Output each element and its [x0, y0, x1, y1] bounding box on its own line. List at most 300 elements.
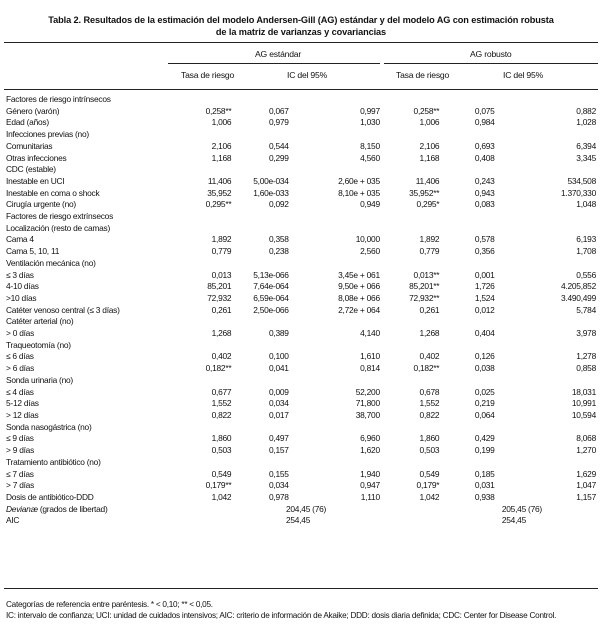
- row-label: Comunitarias: [6, 140, 53, 151]
- cell-value: [380, 223, 439, 235]
- cell-value: 3,978: [576, 328, 596, 339]
- cell-value: 0,185: [474, 468, 495, 479]
- cell-value: 0,013**: [413, 269, 440, 280]
- table-row: [6, 363, 596, 375]
- cell-value: [174, 258, 231, 270]
- cell-value: [174, 129, 231, 141]
- cell-value: [289, 223, 380, 235]
- header-rule: [4, 89, 598, 90]
- cell-value: 0,947: [360, 480, 380, 491]
- cell-value: 38,700: [355, 409, 380, 420]
- cell-value: 4,560: [360, 152, 380, 163]
- table-row: [6, 433, 596, 445]
- cell-value: 1,524: [474, 292, 495, 303]
- cell-value: 1,620: [360, 445, 380, 456]
- deviance-estandar: 204,45 (76): [285, 503, 327, 514]
- cell-value: 0,013: [211, 269, 232, 280]
- cell-value: [289, 340, 380, 352]
- row-label: >10 días: [6, 292, 37, 303]
- table-row: [6, 445, 596, 457]
- table-row: [6, 340, 596, 352]
- cell-value: [439, 258, 494, 270]
- cell-value: 6,59e-064: [253, 292, 289, 303]
- cell-value: 0,779: [419, 246, 440, 257]
- cell-value: 0,243: [474, 175, 495, 186]
- table-row: [6, 211, 596, 223]
- table-row: [6, 457, 596, 469]
- cell-value: 0,429: [474, 433, 495, 444]
- cell-value: 0,549: [211, 468, 232, 479]
- cell-value: 1,006: [419, 117, 440, 128]
- cell-value: 0,295*: [416, 199, 440, 210]
- row-label: Traqueotomía (no): [6, 339, 71, 350]
- cell-value: [380, 129, 439, 141]
- table-row: [6, 223, 596, 235]
- cell-value: 1,708: [576, 246, 596, 257]
- cell-value: [495, 164, 596, 176]
- table-row: [6, 293, 596, 305]
- cell-value: 11,406: [207, 175, 232, 186]
- row-label: > 0 días: [6, 328, 35, 339]
- cell-value: 0,997: [360, 105, 380, 116]
- cell-value: 0,031: [474, 480, 495, 491]
- cell-value: 0,503: [211, 445, 232, 456]
- cell-value: 1,726: [474, 281, 495, 292]
- cell-value: [231, 340, 288, 352]
- header-ic-estandar: IC del 95%: [287, 70, 328, 80]
- cell-value: [231, 129, 288, 141]
- row-label: > 9 días: [6, 445, 35, 456]
- cell-value: 0,556: [576, 269, 596, 280]
- cell-value: 2,60e + 035: [338, 175, 380, 186]
- cell-value: 1,860: [211, 433, 232, 444]
- cell-value: 0,075: [474, 105, 495, 116]
- cell-value: 0,009: [268, 386, 289, 397]
- cell-value: 1,860: [419, 433, 440, 444]
- cell-value: 0,984: [474, 117, 495, 128]
- cell-value: 1,60e-033: [253, 187, 289, 198]
- cell-value: [174, 211, 231, 223]
- cell-value: 0,578: [474, 234, 495, 245]
- cell-value: [495, 422, 596, 434]
- table-row: [6, 422, 596, 434]
- cell-value: [380, 375, 439, 387]
- cell-value: 0,025: [474, 386, 495, 397]
- table-row: [6, 246, 596, 258]
- bottom-rule: [4, 588, 598, 589]
- cell-value: 52,200: [355, 386, 380, 397]
- cell-value: 0,100: [268, 351, 289, 362]
- cell-value: 0,219: [474, 398, 495, 409]
- table-row: [6, 117, 596, 129]
- row-label: Catéter venoso central (≤ 3 días): [6, 304, 120, 315]
- cell-value: 85,201: [207, 281, 232, 292]
- cell-value: [439, 340, 494, 352]
- cell-value: 534,508: [567, 175, 596, 186]
- cell-value: 0,779: [211, 246, 232, 257]
- header-tasa-robusto: Tasa de riesgo: [396, 70, 450, 80]
- cell-value: 0,258**: [205, 105, 232, 116]
- cell-value: 0,038: [474, 363, 495, 374]
- row-label: Otras infecciones: [6, 152, 67, 163]
- cell-value: 1,940: [360, 468, 380, 479]
- row-label: > 6 días: [6, 363, 35, 374]
- title-line-2: de la matriz de varianzas y covariancias: [215, 27, 387, 37]
- cell-value: 0,402: [211, 351, 232, 362]
- cell-value: [439, 457, 494, 469]
- cell-value: 0,001: [474, 269, 495, 280]
- header-tasa-estandar: Tasa de riesgo: [181, 70, 235, 80]
- row-label: ≤ 3 días: [6, 269, 34, 280]
- cell-value: [495, 94, 596, 106]
- aic-row: [6, 515, 596, 527]
- cell-value: [439, 375, 494, 387]
- cell-value: [439, 316, 494, 328]
- header-ag-robusto: AG robusto: [470, 49, 512, 59]
- table-row: [6, 94, 596, 106]
- cell-value: 0,299: [268, 152, 289, 163]
- cell-value: 0,503: [419, 445, 440, 456]
- cell-value: [289, 164, 380, 176]
- row-label: Género (varón): [6, 105, 60, 116]
- cell-value: [495, 316, 596, 328]
- cell-value: 0,182**: [413, 363, 440, 374]
- table-row: [6, 270, 596, 282]
- cell-value: 0,261: [419, 304, 440, 315]
- cell-value: 7,64e-064: [253, 281, 289, 292]
- cell-value: [174, 164, 231, 176]
- group-rule-robusto: [384, 63, 598, 64]
- cell-value: 1,278: [576, 351, 596, 362]
- cell-value: 0,404: [474, 328, 495, 339]
- cell-value: 0,822: [211, 409, 232, 420]
- cell-value: [380, 211, 439, 223]
- cell-value: 0,083: [474, 199, 495, 210]
- cell-value: 0,356: [474, 246, 495, 257]
- notes-line-1: Categorías de referencia entre paréntesis. * < 0,10; ** < 0,05.: [6, 600, 213, 609]
- cell-value: [495, 457, 596, 469]
- row-label: Tratamiento antibiótico (no): [6, 456, 101, 467]
- table-row: [6, 375, 596, 387]
- cell-value: [439, 129, 494, 141]
- cell-value: 2,50e-066: [253, 304, 289, 315]
- row-label: Cama 5, 10, 11: [6, 246, 60, 257]
- row-label: Sonda nasogástrica (no): [6, 421, 92, 432]
- table-title: [0, 14, 602, 38]
- cell-value: 0,179**: [205, 480, 232, 491]
- cell-value: [174, 457, 231, 469]
- table-row: [6, 258, 596, 270]
- table-row: [6, 199, 596, 211]
- cell-value: 0,814: [360, 363, 380, 374]
- cell-value: 4,140: [360, 328, 380, 339]
- table-row: [6, 351, 596, 363]
- cell-value: 1,168: [211, 152, 232, 163]
- deviance-robusto: 205,45 (76): [501, 503, 542, 514]
- cell-value: [495, 340, 596, 352]
- cell-value: 0,949: [360, 199, 380, 210]
- cell-value: 2,106: [419, 140, 440, 151]
- row-label: ≤ 4 días: [6, 386, 34, 397]
- cell-value: 0,064: [474, 409, 495, 420]
- cell-value: 0,822: [419, 409, 440, 420]
- cell-value: [289, 375, 380, 387]
- cell-value: 3,345: [576, 152, 596, 163]
- cell-value: [174, 375, 231, 387]
- cell-value: [289, 316, 380, 328]
- cell-value: 0,157: [268, 445, 289, 456]
- table-row: [6, 188, 596, 200]
- cell-value: 0,182**: [205, 363, 232, 374]
- table-row: [6, 387, 596, 399]
- table-row: [6, 141, 596, 153]
- cell-value: 1,629: [576, 468, 596, 479]
- cell-value: [231, 164, 288, 176]
- cell-value: [380, 457, 439, 469]
- cell-value: [439, 422, 494, 434]
- cell-value: 0,012: [474, 304, 495, 315]
- cell-value: [495, 223, 596, 235]
- cell-value: [289, 422, 380, 434]
- row-label: Cirugía urgente (no): [6, 199, 76, 210]
- row-label: Inestable en coma o shock: [6, 187, 100, 198]
- row-label: ≤ 9 días: [6, 433, 34, 444]
- cell-value: 10,991: [571, 398, 596, 409]
- cell-value: 1,006: [211, 117, 232, 128]
- cell-value: 0,943: [474, 187, 495, 198]
- cell-value: 1,892: [419, 234, 440, 245]
- cell-value: 35,952**: [409, 187, 440, 198]
- cell-value: 0,017: [268, 409, 289, 420]
- deviance-label: Devianæ (grados de libertad): [6, 503, 108, 514]
- notes-line-2: IC: intervalo de confianza; UCI: unidad de cuidados intensivos; AIC: criterio de información de Akaike; DDD: dosis diaria definida; CDC: Center for Disease Control.: [6, 611, 557, 620]
- row-label: Factores de riesgo intrínsecos: [6, 94, 111, 104]
- cell-value: 0,693: [474, 140, 495, 151]
- cell-value: 10,594: [571, 409, 596, 420]
- cell-value: 1,268: [419, 328, 440, 339]
- cell-value: 0,041: [268, 363, 289, 374]
- cell-value: 72,932**: [409, 292, 440, 303]
- table-notes: [6, 599, 556, 621]
- cell-value: [174, 340, 231, 352]
- cell-value: 0,938: [474, 491, 495, 502]
- cell-value: 0,882: [576, 105, 596, 116]
- row-label: 5-12 días: [6, 398, 39, 409]
- table-row: [6, 153, 596, 165]
- cell-value: [439, 223, 494, 235]
- row-label: Ventilación mecánica (no): [6, 257, 96, 268]
- table-row: [6, 164, 596, 176]
- cell-value: 0,678: [419, 386, 440, 397]
- cell-value: [231, 211, 288, 223]
- cell-value: 1,168: [419, 152, 440, 163]
- table-row: [6, 480, 596, 492]
- cell-value: 0,408: [474, 152, 495, 163]
- cell-value: [380, 258, 439, 270]
- cell-value: 71,800: [355, 398, 380, 409]
- deviance-row: [6, 504, 596, 516]
- cell-value: 0,067: [268, 105, 289, 116]
- cell-value: [231, 258, 288, 270]
- cell-value: 1,157: [576, 491, 596, 502]
- cell-value: [231, 457, 288, 469]
- cell-value: 35,952: [207, 187, 232, 198]
- cell-value: [380, 422, 439, 434]
- aic-label: AIC: [6, 515, 20, 526]
- row-label: Catéter arterial (no): [6, 316, 74, 327]
- table-row: [6, 328, 596, 340]
- cell-value: 0,677: [211, 386, 232, 397]
- table-row: [6, 234, 596, 246]
- cell-value: 8,10e + 035: [338, 187, 380, 198]
- cell-value: [439, 94, 494, 106]
- cell-value: 1,028: [576, 117, 596, 128]
- cell-value: 3,45e + 061: [338, 269, 380, 280]
- cell-value: [495, 211, 596, 223]
- cell-value: 0,261: [211, 304, 232, 315]
- cell-value: 72,932: [207, 292, 232, 303]
- group-rule-estandar: [168, 63, 380, 64]
- row-label: Infecciones previas (no): [6, 129, 89, 140]
- cell-value: 1,048: [576, 199, 596, 210]
- cell-value: [380, 164, 439, 176]
- cell-value: 1,552: [211, 398, 232, 409]
- cell-value: [174, 223, 231, 235]
- results-table: [6, 94, 596, 527]
- cell-value: 4.205,852: [560, 281, 596, 292]
- cell-value: [289, 94, 380, 106]
- table-row: [6, 106, 596, 118]
- cell-value: 0,979: [268, 117, 289, 128]
- cell-value: [174, 316, 231, 328]
- aic-estandar: 254,45: [285, 515, 311, 526]
- cell-value: 1,042: [419, 491, 440, 502]
- cell-value: 6,193: [576, 234, 596, 245]
- cell-value: [231, 223, 288, 235]
- cell-value: 8,068: [576, 433, 596, 444]
- cell-value: 2,106: [211, 140, 232, 151]
- top-rule: [4, 42, 598, 43]
- cell-value: [495, 129, 596, 141]
- cell-value: 1.370,330: [560, 187, 596, 198]
- table-row: [6, 176, 596, 188]
- cell-value: 0,034: [268, 480, 289, 491]
- cell-value: 0,402: [419, 351, 440, 362]
- table-row: [6, 305, 596, 317]
- cell-value: [231, 316, 288, 328]
- cell-value: 3.490,499: [560, 292, 596, 303]
- cell-value: 1,552: [419, 398, 440, 409]
- cell-value: 2,560: [360, 246, 380, 257]
- cell-value: 0,497: [268, 433, 289, 444]
- cell-value: 0,199: [474, 445, 495, 456]
- cell-value: 11,406: [415, 175, 440, 186]
- cell-value: 10,000: [355, 234, 380, 245]
- cell-value: 2,72e + 064: [338, 304, 380, 315]
- cell-value: [495, 375, 596, 387]
- cell-value: 0,858: [576, 363, 596, 374]
- cell-value: 8,150: [360, 140, 380, 151]
- cell-value: [495, 258, 596, 270]
- cell-value: 0,358: [268, 234, 289, 245]
- cell-value: [380, 340, 439, 352]
- cell-value: [231, 422, 288, 434]
- cell-value: 0,258**: [413, 105, 440, 116]
- row-label: Edad (años): [6, 117, 49, 128]
- cell-value: 1,270: [576, 445, 596, 456]
- row-label: Localización (resto de camas): [6, 222, 111, 233]
- cell-value: 5,13e-066: [253, 269, 289, 280]
- cell-value: 0,179*: [416, 480, 440, 491]
- cell-value: 5,00e-034: [253, 175, 289, 186]
- cell-value: 0,389: [268, 328, 289, 339]
- row-label: Sonda urinaria (no): [6, 374, 73, 385]
- cell-value: 0,549: [419, 468, 440, 479]
- row-label: > 12 días: [6, 409, 39, 420]
- row-label: ≤ 6 días: [6, 351, 34, 362]
- cell-value: [289, 211, 380, 223]
- row-label: ≤ 7 días: [6, 468, 34, 479]
- cell-value: 0,126: [474, 351, 495, 362]
- header-ag-estandar: AG estándar: [255, 49, 302, 59]
- cell-value: 1,892: [211, 234, 232, 245]
- row-label: Dosis de antibiótico-DDD: [6, 491, 94, 502]
- cell-value: 0,295**: [205, 199, 232, 210]
- table-row: [6, 410, 596, 422]
- cell-value: [174, 422, 231, 434]
- row-label: Inestable en UCI: [6, 175, 65, 186]
- cell-value: [231, 375, 288, 387]
- cell-value: 0,544: [268, 140, 289, 151]
- cell-value: 6,394: [576, 140, 596, 151]
- cell-value: [380, 94, 439, 106]
- table-row: [6, 281, 596, 293]
- row-label: Factores de riesgo extrínsecos: [6, 211, 114, 222]
- cell-value: [231, 94, 288, 106]
- cell-value: 0,978: [268, 491, 289, 502]
- cell-value: 6,960: [360, 433, 380, 444]
- cell-value: [289, 258, 380, 270]
- row-label: > 7 días: [6, 480, 35, 491]
- table-row: [6, 316, 596, 328]
- table-row: [6, 492, 596, 504]
- cell-value: 8,08e + 066: [338, 292, 380, 303]
- cell-value: [380, 316, 439, 328]
- row-label: CDC (estable): [6, 164, 56, 175]
- header-ic-robusto: IC del 95%: [503, 70, 544, 80]
- cell-value: [174, 94, 231, 106]
- cell-value: 1,047: [576, 480, 596, 491]
- cell-value: 1,042: [211, 491, 232, 502]
- cell-value: 1,610: [360, 351, 380, 362]
- table-row: [6, 129, 596, 141]
- title-line-1: Tabla 2. Resultados de la estimación del modelo Andersen-Gill (AG) estándar y del modelo AG con estimación robusta: [48, 15, 554, 25]
- cell-value: 0,034: [268, 398, 289, 409]
- aic-robusto: 254,45: [501, 515, 526, 526]
- table-row: [6, 398, 596, 410]
- cell-value: 0,238: [268, 246, 289, 257]
- cell-value: [289, 129, 380, 141]
- cell-value: 85,201**: [409, 281, 440, 292]
- cell-value: 1,110: [360, 491, 380, 502]
- cell-value: 18,031: [571, 386, 596, 397]
- table-row: [6, 469, 596, 481]
- row-label: 4-10 días: [6, 281, 39, 292]
- cell-value: 5,784: [576, 304, 596, 315]
- cell-value: [439, 164, 494, 176]
- cell-value: 1,030: [360, 117, 380, 128]
- cell-value: [289, 457, 380, 469]
